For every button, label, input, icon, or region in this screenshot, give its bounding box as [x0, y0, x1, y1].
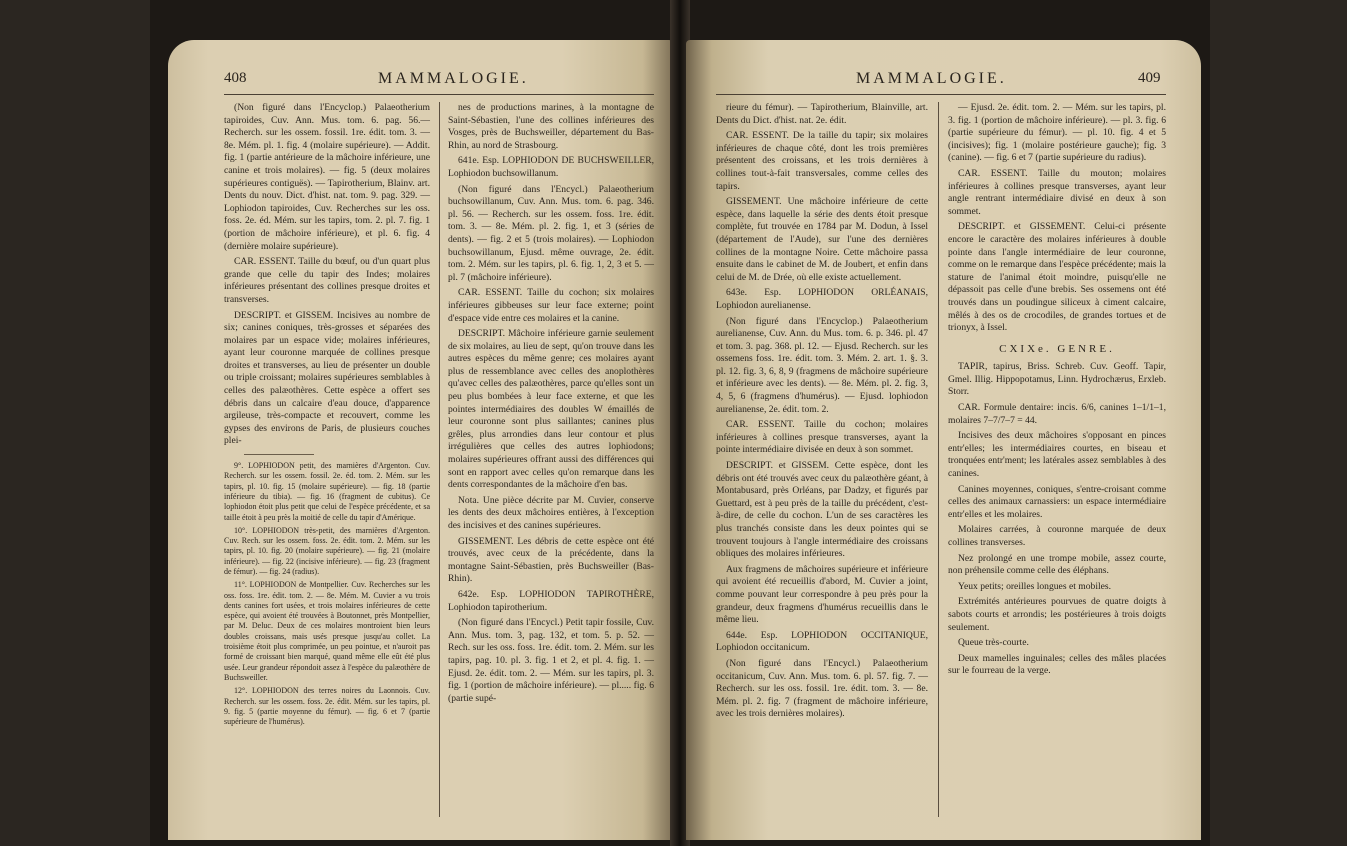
right-page-column-1 [716, 102, 928, 724]
paragraph: (Non figuré dans l'Encycl.) Petit tapir fossile, Cuv. Ann. Mus. tom. 3, pag. 132, et tom. 5. p. 52. — Rech. sur les oss. foss. 1re. édit. tom. 2. Mém. sur les tapirs, pag. 10. pl. 3. fig. 1 et 2, et pl. 4. fig. 1. — Ejusd. 2e. édit. tom. 2. — Mém. sur les tapirs, pl. 3. fig. 1 (portion de mâchoire inférieure). — pl..... fig. 6 (partie supé- [448, 617, 654, 704]
species-heading: 644e. Esp. LOPHIODON OCCITANIQUE, Lophiodon occitanicum. [716, 629, 928, 654]
paragraph: Nez prolongé en une trompe mobile, assez courte, non préhensile comme celle des éléphans. [948, 552, 1166, 577]
paragraph: GISSEMENT. Les débris de cette espèce ont été trouvés, avec ceux de la précédente, dans la montagne Saint-Sébastien, près Buchsweiller (Bas-Rhin). [448, 535, 654, 585]
paragraph: (Non figuré dans l'Encycl.) Palaeotherium buchsowillanum, Cuv. Ann. Mus. tom. 6. pag. 346. pl. 56. — Recherch. sur les ossem. foss. 1re. édit. tom. 3. — 8e. Mém. pl. 2. fig. 1, et 3 (séries de dents). — fig. 2 et 5 (trois molaires). — Lophiodon buchsowillanum, Ejusd. même ouvrage, 2e. édit. tom. 2. Mém. sur les tapirs, pl. 6. fig. 1, 2, 3 et 5. — pl. 7 (mâchoire inférieure). [448, 183, 654, 283]
paragraph: Aux fragmens de mâchoires supérieure et inférieure qui avoient été recueillis d'abord, M. Cuvier a joint, comme pouvant leur correspondre à peu près pour la grandeur, deux fragmens d'humérus recueillis dans le même lieu. [716, 563, 928, 626]
paragraph: nes de productions marines, à la montagne de Saint-Sébastien, l'une des collines inférieures des Vosges, près de Buchsweiller, département du Bas-Rhin, au nord de Strasbourg. [448, 102, 654, 151]
left-page [168, 40, 673, 840]
paragraph: (Non figuré dans l'Encyclop.) Palaeotherium tapiroides, Cuv. Ann. Mus. tom. 6. pag. 56.— Recherch. sur les ossem. fossil. 1re. édit. tom. 3. — 8e. Mém. pl. 1. fig. 4 (molaire supérieure). — Addit. fig. 1 (partie antérieure de la mâchoire inférieure, une canine et trois molaires). — fig. 5 (deux molaires supérieures contiguës). — Tapirotherium, Blainv. art. Dents du nouv. Dict. d'hist. nat. tom. 9. pag. 329. — Lophiodon tapiroides, Cuv. Recherches sur les oss. foss. 2e. éd. Mém. sur les tapirs, tom. 2. pl. 7. fig. 1 (portion de mâchoire inférieure), et pl. 6. fig. 4 (dernière molaire supérieure). [224, 102, 430, 252]
column-divider [439, 102, 440, 817]
paragraph: GISSEMENT. Une mâchoire inférieure de cette espèce, dans laquelle la série des dents étoit presque complète, fut trouvée en 1784 par M. Dodun, à Issel (département de l'Aude), sur l'une des dernières collines de la montagne Noire. Cette mâchoire passa ensuite dans le cabinet de M. de Joubert, et enfin dans celui de M. de Drée, où elle existe actuellement. [716, 196, 928, 283]
paragraph: DESCRIPT. et GISSEMENT. Celui-ci présente encore le caractère des molaires inférieures à double pointe dans l'angle intermédiaire de leur couronne, comme on le remarque dans l'espèce précédente; mais la stature de l'animal étoit moindre, puisqu'elle ne dépassoit pas celle d'une brebis. Ses ossemens ont été trouvés dans un poudingue siliceux à ciment calcaire, mêlés à des os de crocodiles, de grandes tortues et de trionyx, à Issel. [948, 221, 1166, 334]
paragraph: DESCRIPT. et GISSEM. Cette espèce, dont les débris ont été trouvés avec ceux du palæothère géant, à Montabusard, près Orléans, par Dadzy, et figurés par Guettard, est à peu près de la taille du précédent, c'est-à-dire, de celle du cochon. L'un de ses caractères les plus tranchés consiste dans les deux pointes qui se trouvent toujours à l'angle intermédiaire des croissans obliques des molaires inférieures. [716, 460, 928, 560]
paragraph: — Ejusd. 2e. édit. tom. 2. — Mém. sur les tapirs, pl. 3. fig. 1 (portion de mâchoire inférieure). — pl. 3. fig. 6 (partie supérieure du fémur). — pl. 10. fig. 4 et 5 (incisives); fig. 1 (molaire postérieure gauche); fig. 3 (canine). — fig. 6 et 7 (partie supérieure du radius). [948, 102, 1166, 164]
footnote: 9°. LOPHIODON petit, des marnières d'Argenton. Cuv. Recherch. sur les ossem. fossil. 2e. éd. tom. 2. Mém. sur les tapirs, pl. 10. fig. 15 (molaire supérieure). — fig. 18 (partie inférieure du tibia). — fig. 16 (fragment de cubitus). Ce lophiodon étoit plus petit que celui de l'espèce précédente, et sa taille étoit à peu près la moitié de celle du tapir d'Amérique. [224, 461, 430, 522]
footnote: 12°. LOPHIODON des terres noires du Laonnois. Cuv. Recherch. sur les ossem. foss. 2e. édit. Mém. sur les tapirs, pl. 9. fig. 5 (partie moyenne du fémur). — fig. 6 et 7 (partie supérieure de l'humérus). [224, 686, 430, 727]
dental-formula: CAR. Formule dentaire: incis. 6/6, canines 1–1/1–1, molaires 7–7/7–7 = 44. [948, 402, 1166, 426]
page-number-right: 409 [1138, 70, 1161, 86]
open-book [150, 0, 1210, 846]
paragraph: (Non figuré dans l'Encyclop.) Palaeotherium aurelianense, Cuv. Ann. du Mus. tom. 6. p. 346. pl. 47 et tom. 3. pag. 368. pl. 12. — Ejusd. Recherch. sur les ossemens foss. 1re. édit. tom. 3. Mém. 2. art. 1. §. 3. pl. 12. fig. 3, 6, 8, 9 (fragmens de mâchoire supérieure et inférieure avec les dents). — 8e. Mém. pl. 2. fig. 3, 4, 5, 6 (fragmens d'humérus). — Ejusd. lophiodon aurelianense, 2e. édit. tom. 2. [716, 315, 928, 415]
paragraph: Molaires carrées, à couronne marquée de deux collines transverses. [948, 524, 1166, 548]
paragraph: Yeux petits; oreilles longues et mobiles. [958, 580, 1112, 592]
right-page [686, 40, 1201, 840]
left-page-column-2 [448, 102, 654, 708]
species-heading: 641e. Esp. LOPHIODON DE BUCHSWEILLER, Lophiodon buchsowillanum. [448, 155, 654, 179]
paragraph: CAR. ESSENT. Taille du bœuf, ou d'un quart plus grande que celle du tapir des Indes; molaires inférieures présentant des collines presque droites et transverses. [224, 256, 430, 305]
right-page-column-2 [948, 102, 1166, 681]
footnote: 10°. LOPHIODON très-petit, des marnières d'Argenton. Cuv. Rech. sur les ossem. foss. 2e. édit. tom. 2. Mém. sur les tapirs, pl. 10. fig. 20 (molaire supérieure). — fig. 21 (molaire inférieure). — fig. 22 (incisive inférieure). — fig. 23 (fragment de fémur). — fig. 24 (radius). [224, 525, 430, 576]
paragraph: Canines moyennes, coniques, s'entre-croisant comme celles des animaux carnassiers: un espace intermédiaire entr'elles et les molaires. [948, 483, 1166, 520]
paragraph: Incisives des deux mâchoires s'opposant en pinces entr'elles; les intermédiaires courtes, en biseau et tronquées entr'ment; les latérales assez semblables à des canines. [948, 430, 1166, 480]
paragraph: CAR. ESSENT. Taille du cochon; six molaires inférieures gibbeuses sur leur face externe; point d'espace vide entre ces molaires et la canine. [448, 287, 654, 324]
column-divider [938, 102, 939, 817]
genus-heading: CXIXe. GENRE. [999, 342, 1115, 355]
paragraph: Nota. Une pièce décrite par M. Cuvier, conserve les dents des deux mâchoires entières, à l'exception des incisives et des canines supérieures. [448, 494, 654, 531]
running-head-right: MAMMALOGIE. [856, 70, 1007, 87]
paragraph: (Non figuré dans l'Encycl.) Palaeotherium occitanicum, Cuv. Ann. Mus. tom. 6. pl. 57. fig. 7. — Recherch. sur les oss. fossil. 1re. édit. tom. 3. — 8e. Mém. pl. 2. fig. 7 (fragment de mâchoire inférieure, avec les trois dernières molaires). [716, 657, 928, 720]
species-heading: 642e. Esp. LOPHIODON TAPIROTHÈRE, Lophiodon tapirotherium. [448, 588, 654, 613]
footnotes [224, 461, 430, 727]
species-heading: 643e. Esp. LOPHIODON ORLÉANAIS, Lophiodon aurelianense. [716, 287, 928, 311]
paragraph: Queue très-courte. [958, 637, 1029, 649]
paragraph: DESCRIPT. et GISSEM. Incisives au nombre de six; canines coniques, très-grosses et séparées des molaires par un espace vide; molaires inférieures, ayant leur couronne marquée de collines presque droites et transverses, au lieu de présenter un double ou triple croissant; molaires supérieures semblables à celles des palæothères. Cette espèce a offert ses débris dans un calcaire d'eau douce, d'apparence argileuse, très-compacte et recouvert, comme les gypses des environs de Paris, de plusieurs couches plei- [224, 309, 430, 447]
paragraph: DESCRIPT. Mâchoire inférieure garnie seulement de six molaires, au lieu de sept, qu'on trouve dans les autres espèces du même genre; ces molaires ayant plus de ressemblance avec celles des anoplothères qu'avec celles des palæothères, parce qu'elles sont un peu plus bombées à leur face externe, et que les pointes intermédiaires des doubles W émaillés de leur couronne sont plus saillantes; canines plus grêles, plus arrondies dans leur contour et plus irrégulières que celles des autres lophiodons; molaires supérieures offrant aussi des différences qui sont en rapport avec celles qu'on remarque dans les dents correspondantes de la mâchoire d'en bas. [448, 328, 654, 491]
paragraph: Deux mamelles inguinales; celles des mâles placées sur le fourreau de la verge. [948, 652, 1166, 677]
paragraph: Extrémités antérieures pourvues de quatre doigts à sabots courts et arrondis; les postérieures à trois doigts seulement. [948, 596, 1166, 633]
paragraph: CAR. ESSENT. De la taille du tapir; six molaires inférieures de chaque côté, dont les trois premières présentent des croissans, et les trois dernières à collines tout-à-fait transversales, comme celles des tapirs. [716, 130, 928, 192]
footnote-separator [244, 454, 314, 455]
footnote: 11°. LOPHIODON de Montpellier. Cuv. Recherches sur les oss. foss. 1re. édit. tom. 2. — 8e. Mém. M. Cuvier a vu trois dents canines fort usées, et trois molaires inférieures de cette espèce, qui avoient été trouvées à Boutonnet, près Montpellier, par M. Deluc. Deux de ces molaires montroient bien leurs doubles croissans, mais usés presque jusqu'au collet. La troisième étoit plus comprimée, un peu pointue, et n'auroit pas formé de croissant bien marqué, quand même elle eût été plus usée. Leur grandeur répondoit assez à l'espèce du palæothère de Buchsweiller. [224, 580, 430, 682]
paragraph: CAR. ESSENT. Taille du mouton; molaires inférieures à collines presque transverses, ayant leur angle rentrant intermédiaire divisé en deux à son sommet. [948, 167, 1166, 217]
paragraph: TAPIR, tapirus, Briss. Schreb. Cuv. Geoff. Tapir, Gmel. Illig. Hippopotamus, Linn. Hydrochærus, Erxleb. Storr. [948, 361, 1166, 398]
paragraph: CAR. ESSENT. Taille du cochon; molaires inférieures à collines presque transverses, ayant la pointe intermédiaire divisée en deux à son sommet. [716, 419, 928, 456]
left-page-column-1 [224, 102, 430, 730]
paragraph: rieure du fémur). — Tapirotherium, Blainville, art. Dents du Dict. d'hist. nat. 2e. édit. [716, 102, 928, 126]
running-head-left: MAMMALOGIE. [378, 70, 529, 87]
page-number-left: 408 [224, 70, 247, 86]
header-rule-left [224, 94, 654, 95]
header-rule-right [716, 94, 1166, 95]
